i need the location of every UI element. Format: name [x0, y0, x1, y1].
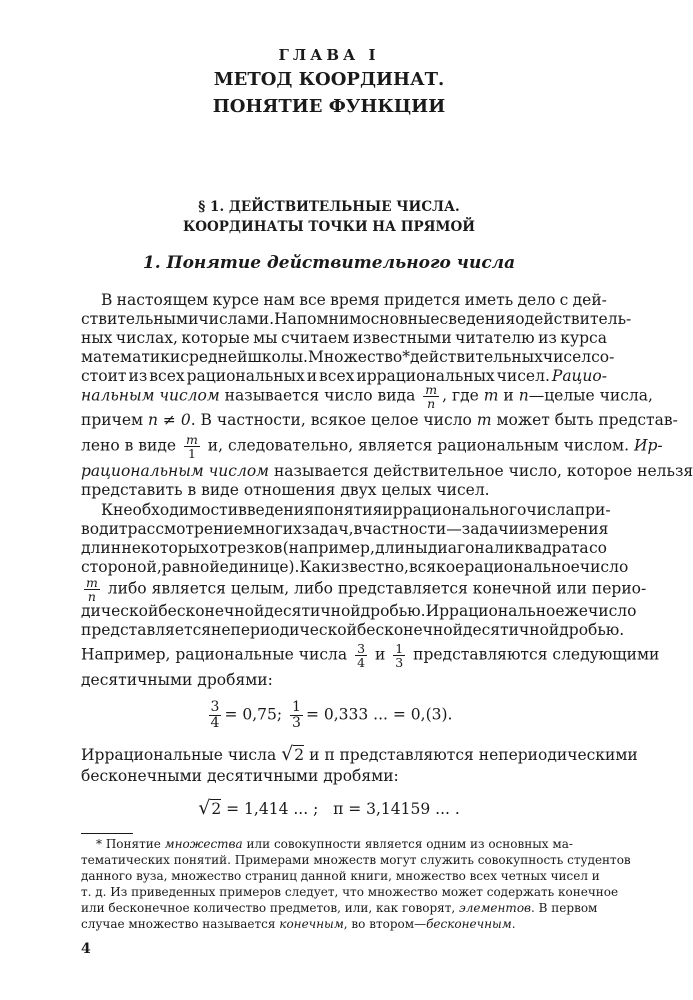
footnote-line4: т. д. Из приведенных примеров следует, что множество может содержать конечное: [81, 885, 619, 899]
para3-line2: бесконечными десятичными дробями:: [81, 767, 399, 785]
chapter-label: ГЛАВА I: [278, 46, 380, 64]
para1-line5: стоит из всех рациональных и всех иррациональных чисел. Рацио-: [81, 367, 607, 385]
eq1-fraction-1-3: $\frac{1}{3}$: [292, 699, 301, 731]
fraction-1-3: $\frac{1}{3}$: [395, 641, 404, 670]
section-title-line1: § 1. ДЕЙСТВИТЕЛЬНЫЕ ЧИСЛА.: [198, 199, 460, 215]
chapter-title-line1: МЕТОД КООРДИНАТ.: [213, 69, 445, 90]
para2-line6: дической бесконечной десятичной дробью. Иррациональное же число: [81, 602, 637, 620]
para1-line8: лено в виде $\frac{m}{1}$ и, следовательно, является рациональным числом. Ир-: [81, 432, 663, 461]
para1-line10: представить в виде отношения двух целых чисел.: [81, 481, 490, 499]
eq2-sqrt-2: √2: [198, 797, 222, 819]
footnote-line1: * Понятие множества или совокупности является одним из основных ма-: [96, 837, 573, 851]
chapter-title-line2: ПОНЯТИЕ ФУНКЦИИ: [212, 96, 446, 117]
para1-line4: математики средней школы. Множество* действительных чисел со-: [81, 348, 615, 366]
para2-line3: длин некоторых отрезков (например, длины диагонали квадрата со: [81, 539, 607, 557]
footnote-line6: случае множество называется конечным, во втором—бесконечным.: [81, 917, 516, 931]
para1-line2: ствительными числами. Напомним основные сведения о действитель-: [81, 310, 632, 328]
para2-line7: представляется непериодической бесконечной десятичной дробью.: [81, 621, 625, 639]
para2-line9: десятичными дробями:: [81, 671, 273, 689]
para3-line1: Иррациональные числа √2 и π представляются непериодическими: [81, 743, 638, 765]
fraction-m-over-n: $\frac{m}{n}$: [425, 382, 438, 411]
footnote-line3: данного вуза, множество страниц данной книги, множество всех четных чисел и: [81, 869, 600, 883]
para1-line3: ных числах, которые мы считаем известными читателю из курса: [81, 329, 607, 347]
para2-line2: водит рассмотрение многих задач, в частности—задачи измерения: [81, 520, 609, 538]
subsection-title: 1. Понятие действительного числа: [142, 253, 516, 273]
sqrt-2: √2: [281, 743, 305, 765]
page-number: 4: [81, 941, 91, 957]
fraction-m-over-1: $\frac{m}{1}$: [185, 432, 198, 461]
para2-line4: стороной, равной единице). Как известно, всякое рациональное число: [81, 558, 629, 576]
footnote-divider: [81, 833, 133, 834]
para1-line1: В настоящем курсе нам все время придется иметь дело с дей-: [101, 291, 607, 309]
fraction-3-4: $\frac{3}{4}$: [357, 641, 366, 670]
footnote-line2: тематических понятий. Примерами множеств могут служить совокупность студентов: [81, 853, 631, 867]
para1-line7: причем n ≠ 0. В частности, всякое целое число m может быть представ-: [81, 411, 678, 429]
para2-line5: $\frac{m}{n}$ либо является целым, либо представляется конечной или перио-: [86, 575, 647, 604]
footnote-line5: или бесконечное количество предметов, или, как говорят, элементов. В первом: [81, 901, 598, 915]
fraction-m-over-n-2: $\frac{m}{n}$: [86, 575, 98, 604]
eq1-fraction-3-4: $\frac{3}{4}$: [210, 699, 220, 731]
equation-rational-decimals: $\frac{3}{4}$ = 0,75; $\frac{1}{3}$ = 0,333 ... = 0,(3).: [210, 699, 453, 731]
para2-line1: К необходимости введения понятия иррационального числа при-: [101, 501, 611, 519]
section-title-line2: КООРДИНАТЫ ТОЧКИ НА ПРЯМОЙ: [182, 219, 475, 235]
para1-line6: нальным числом называется число вида $\frac{m}{n}$ , где m и n—целые числа,: [81, 382, 653, 411]
para1-line9: рациональным числом называется действительное число, которое нельзя: [81, 462, 693, 480]
equation-irrational-decimals: √2 = 1,414 ... ; π = 3,14159 ... .: [198, 797, 460, 819]
para2-line8: Например, рациональные числа $\frac{3}{4}$ и $\frac{1}{3}$ представляются следующими: [81, 641, 660, 670]
